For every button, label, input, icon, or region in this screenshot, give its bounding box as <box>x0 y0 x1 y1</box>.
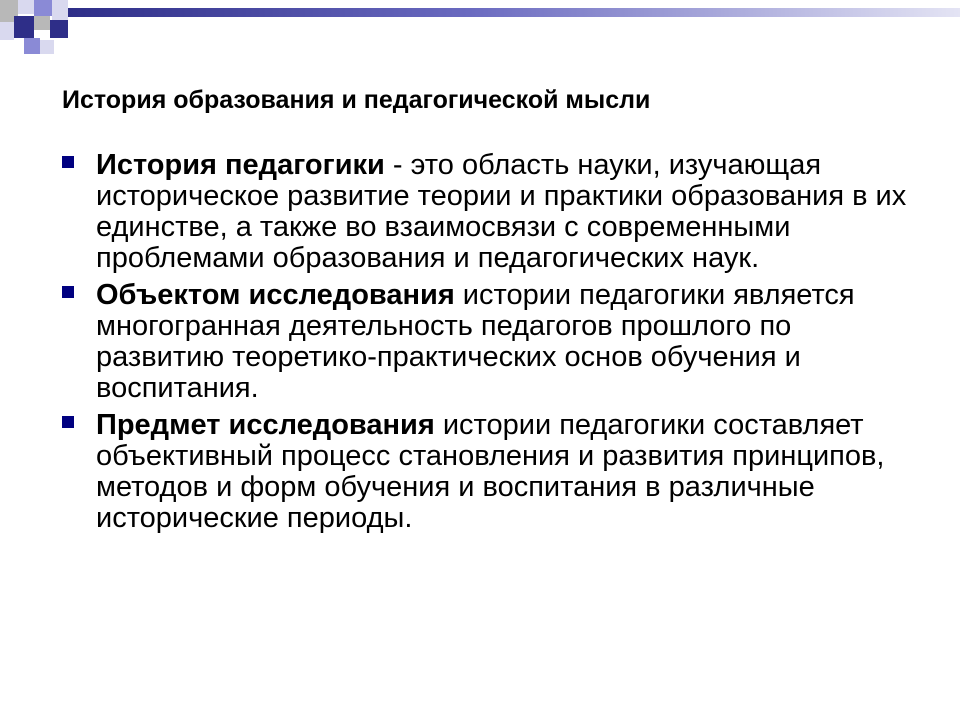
bullet-term: История педагогики <box>96 149 385 181</box>
decoration-square <box>34 0 52 16</box>
bullet-list <box>62 150 922 534</box>
square-bullet-icon <box>62 286 74 298</box>
decoration-bar <box>68 8 960 17</box>
bullet-text <box>96 410 922 534</box>
decoration-square <box>24 38 40 54</box>
bullet-term: Объектом исследования <box>96 279 455 311</box>
square-bullet-icon <box>62 416 74 428</box>
bullet-item-subject <box>62 410 922 534</box>
decoration-square <box>40 40 54 54</box>
bullet-term: Предмет исследования <box>96 409 435 441</box>
bullet-text <box>96 280 922 404</box>
bullet-body: истории педагогики является многогранная деятельность педагогов прошлого по развитию теоретико-практических основ обучения и воспитания. <box>96 279 855 404</box>
bullet-body: - это область науки, изучающая историческое развитие теории и практики образования в их единстве, а также во взаимосвязи с современными проблемами образования и педагогических наук. <box>96 149 907 274</box>
bullet-body: истории педагогики составляет объективный процесс становления и развития принципов, методов и форм обучения и воспитания в различные исторические периоды. <box>96 409 885 534</box>
decoration-square <box>14 16 34 38</box>
slide-title: История образования и педагогической мысли <box>62 86 651 114</box>
header-decoration <box>0 0 960 60</box>
decoration-square <box>34 16 50 30</box>
decoration-square <box>52 0 68 20</box>
square-bullet-icon <box>62 156 74 168</box>
decoration-square <box>0 22 14 40</box>
decoration-square <box>18 0 34 14</box>
decoration-square <box>50 20 68 38</box>
bullet-item-history <box>62 150 922 274</box>
bullet-item-object <box>62 280 922 404</box>
bullet-text <box>96 150 922 274</box>
